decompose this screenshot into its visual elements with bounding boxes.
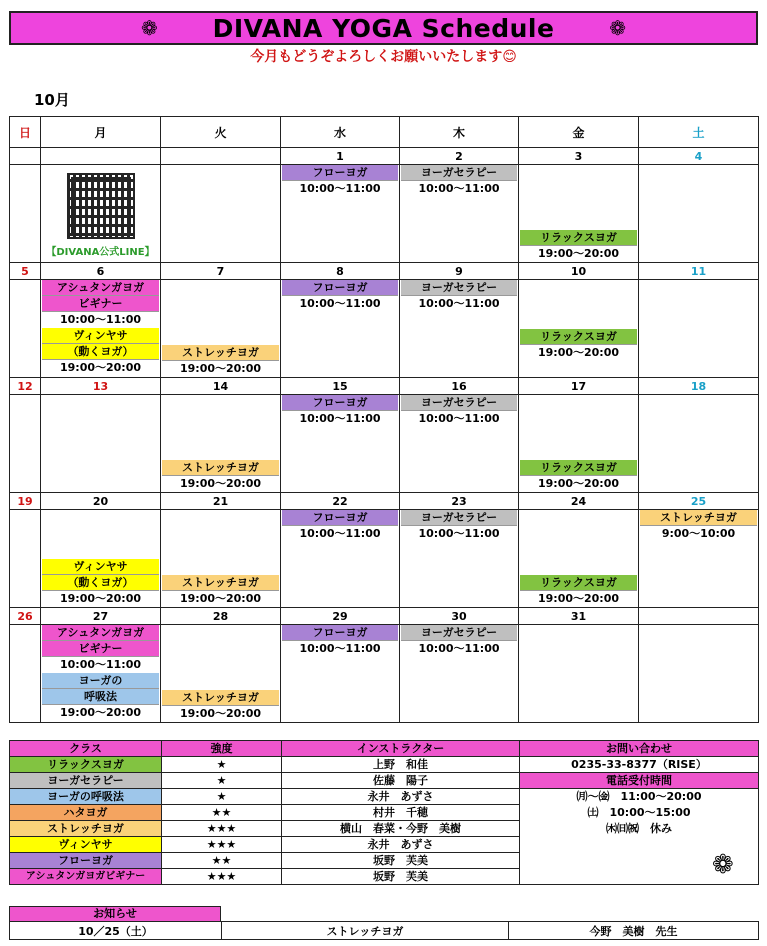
class-therapy: ヨーガセラピー: [401, 280, 517, 296]
class-stretch: ストレッチヨガ: [162, 575, 279, 591]
legend-header-level: 強度: [162, 741, 282, 757]
class-time: 19:00～20:00: [59, 361, 142, 374]
day-cell: [10, 395, 41, 493]
class-time: 19:00～20:00: [537, 592, 620, 605]
class-time: 10:00～11:00: [59, 313, 142, 326]
day-number: 5: [10, 263, 41, 280]
day-cell: [519, 395, 639, 493]
class-time: 10:00～11:00: [299, 297, 381, 310]
month-label: 10月: [34, 91, 70, 109]
day-number: 26: [10, 608, 41, 625]
legend-table: [9, 740, 759, 885]
day-number: 15: [281, 378, 400, 395]
news-section: [9, 906, 758, 940]
sat-hours: ㈯ 10:00～15:00: [520, 805, 759, 821]
day-cell: [10, 280, 41, 378]
day-cell: [41, 625, 161, 723]
class-vinyasa: ヴィンヤサ: [42, 559, 159, 575]
class-therapy: ヨーガセラピー: [401, 395, 517, 411]
day-cell: [281, 280, 400, 378]
class-relax: リラックスヨガ: [520, 230, 637, 246]
class-ashtanga: アシュタンガヨガ: [42, 280, 159, 296]
day-number: 23: [400, 493, 519, 510]
day-number: 30: [400, 608, 519, 625]
class-therapy: ヨーガセラピー: [401, 625, 517, 641]
day-cell: [519, 165, 639, 263]
class-flow: フローヨガ: [282, 280, 398, 296]
day-number: 31: [519, 608, 639, 625]
class-stretch: ストレッチヨガ: [640, 510, 757, 526]
day-number: 27: [41, 608, 161, 625]
legend-level: ★★★: [162, 837, 282, 853]
class-beginner: ビギナー: [42, 641, 159, 657]
day-cell: [41, 510, 161, 608]
day-cell: [519, 280, 639, 378]
class-beginner: ビギナー: [42, 296, 159, 312]
day-number: 21: [161, 493, 281, 510]
legend-class: アシュタンガヨガビギナー: [10, 869, 162, 885]
day-number: [639, 608, 759, 625]
day-number: [10, 148, 41, 165]
legend-level: ★: [162, 789, 282, 805]
legend-instructor: 永井 あずさ: [282, 837, 520, 853]
day-cell: [10, 165, 41, 263]
weekday-thu: 木: [400, 117, 519, 148]
legend-instructor: 佐藤 陽子: [282, 773, 520, 789]
legend-instructor: 横山 春菜・今野 美樹: [282, 821, 520, 837]
class-relax: リラックスヨガ: [520, 460, 637, 476]
news-class: ストレッチヨガ: [222, 922, 509, 940]
day-number: 8: [281, 263, 400, 280]
legend-class: ヨーガの呼吸法: [10, 789, 162, 805]
day-cell: [400, 165, 519, 263]
day-cell: [161, 165, 281, 263]
legend-class: ヴィンヤサ: [10, 837, 162, 853]
day-cell: [639, 165, 759, 263]
day-cell: [161, 625, 281, 723]
legend-level: ★: [162, 773, 282, 789]
day-number: 9: [400, 263, 519, 280]
class-relax: リラックスヨガ: [520, 575, 637, 591]
day-number: 3: [519, 148, 639, 165]
weekday-wed: 水: [281, 117, 400, 148]
class-stretch: ストレッチヨガ: [162, 460, 279, 476]
class-time: 10:00～11:00: [418, 297, 500, 310]
flower-icon: ❁: [712, 850, 734, 880]
class-time: 10:00～11:00: [299, 642, 381, 655]
legend-level: ★★: [162, 853, 282, 869]
legend-instructor: 村井 千穂: [282, 805, 520, 821]
day-cell: [400, 625, 519, 723]
class-time: 10:00～11:00: [299, 412, 381, 425]
page-title: DIVANA YOGA Schedule: [212, 13, 555, 43]
day-cell: [519, 510, 639, 608]
class-time: 10:00～11:00: [418, 527, 500, 540]
class-vinyasa-sub: （動くヨガ）: [42, 344, 159, 360]
weekday-hours: ㈪～㈮ 11:00～20:00: [520, 789, 759, 805]
class-time: 10:00～11:00: [299, 527, 381, 540]
day-number: 29: [281, 608, 400, 625]
class-time: 19:00～20:00: [179, 707, 262, 720]
day-cell: [10, 510, 41, 608]
weekday-sat: 土: [639, 117, 759, 148]
class-flow: フローヨガ: [282, 165, 398, 181]
class-time: 10:00～11:00: [418, 642, 500, 655]
legend-class: フローヨガ: [10, 853, 162, 869]
title-bar: [9, 11, 758, 45]
weekday-sun: 日: [10, 117, 41, 148]
day-cell: [281, 510, 400, 608]
news-title: お知らせ: [9, 906, 221, 921]
day-cell: [639, 625, 759, 723]
day-number: 6: [41, 263, 161, 280]
news-teacher: 今野 美樹 先生: [509, 922, 759, 940]
day-cell: [639, 280, 759, 378]
class-stretch: ストレッチヨガ: [162, 690, 279, 706]
class-time: 10:00～11:00: [418, 412, 500, 425]
class-time: 19:00～20:00: [537, 247, 620, 260]
day-number: 11: [639, 263, 759, 280]
legend-class: ストレッチヨガ: [10, 821, 162, 837]
legend-level: ★★★: [162, 821, 282, 837]
legend-level: ★: [162, 757, 282, 773]
class-therapy: ヨーガセラピー: [401, 165, 517, 181]
qr-code-icon[interactable]: [67, 173, 135, 239]
day-cell: [10, 625, 41, 723]
weekday-fri: 金: [519, 117, 639, 148]
day-cell: [519, 625, 639, 723]
day-cell: [161, 395, 281, 493]
closed-days: ㈭㈰㈷ 休み: [520, 821, 759, 837]
legend-instructor: 坂野 芙美: [282, 853, 520, 869]
qr-cell: [41, 165, 161, 263]
class-flow: フローヨガ: [282, 510, 398, 526]
day-number: 13: [41, 378, 161, 395]
class-time: 19:00～20:00: [59, 706, 142, 719]
day-cell: [41, 395, 161, 493]
day-number: 7: [161, 263, 281, 280]
day-cell: [639, 395, 759, 493]
day-cell: [400, 280, 519, 378]
legend-level: ★★: [162, 805, 282, 821]
class-breath: ヨーガの: [42, 673, 159, 689]
legend-level: ★★★: [162, 869, 282, 885]
day-cell: [281, 625, 400, 723]
legend-header-class: クラス: [10, 741, 162, 757]
class-stretch: ストレッチヨガ: [162, 345, 279, 361]
day-number: 24: [519, 493, 639, 510]
line-caption[interactable]: 【DIVANA公式LINE】: [46, 247, 155, 258]
hours-title: 電話受付時間: [520, 773, 759, 789]
news-date: 10／25（土）: [10, 922, 222, 940]
day-number: [161, 148, 281, 165]
subtitle: 今月もどうぞよろしくお願いいたします😊: [250, 49, 517, 65]
calendar: [9, 116, 759, 723]
day-cell: [281, 165, 400, 263]
legend-instructor: 永井 あずさ: [282, 789, 520, 805]
day-number: 1: [281, 148, 400, 165]
day-cell: [161, 510, 281, 608]
legend-instructor: 坂野 芙美: [282, 869, 520, 885]
day-number: 16: [400, 378, 519, 395]
class-vinyasa-sub: （動くヨガ）: [42, 575, 159, 591]
day-cell: [400, 510, 519, 608]
class-time: 19:00～20:00: [179, 477, 262, 490]
flower-icon: ❁: [609, 16, 626, 40]
legend-class: ハタヨガ: [10, 805, 162, 821]
day-cell: [41, 280, 161, 378]
day-number: 25: [639, 493, 759, 510]
day-number: 4: [639, 148, 759, 165]
class-flow: フローヨガ: [282, 625, 398, 641]
class-time: 19:00～20:00: [537, 477, 620, 490]
legend-instructor: 上野 和佳: [282, 757, 520, 773]
class-time: 10:00～11:00: [59, 658, 142, 671]
weekday-mon: 月: [41, 117, 161, 148]
day-number: 18: [639, 378, 759, 395]
class-time: 10:00～11:00: [418, 182, 500, 195]
day-number: 17: [519, 378, 639, 395]
day-number: 2: [400, 148, 519, 165]
legend-class: リラックスヨガ: [10, 757, 162, 773]
class-ashtanga: アシュタンガヨガ: [42, 625, 159, 641]
day-cell: [281, 395, 400, 493]
day-number: [41, 148, 161, 165]
day-number: 10: [519, 263, 639, 280]
day-number: 12: [10, 378, 41, 395]
legend-header-contact: お問い合わせ: [520, 741, 759, 757]
class-time: 19:00～20:00: [537, 346, 620, 359]
class-flow: フローヨガ: [282, 395, 398, 411]
day-number: 14: [161, 378, 281, 395]
class-breath-sub: 呼吸法: [42, 689, 159, 705]
weekday-tue: 火: [161, 117, 281, 148]
class-time: 10:00～11:00: [299, 182, 381, 195]
legend-header-instructor: インストラクター: [282, 741, 520, 757]
flower-icon: ❁: [141, 16, 158, 40]
contact-phone[interactable]: 0235-33-8377（RISE）: [520, 757, 759, 773]
class-vinyasa: ヴィンヤサ: [42, 328, 159, 344]
class-time: 9:00～10:00: [661, 527, 736, 540]
day-cell: [400, 395, 519, 493]
day-number: 20: [41, 493, 161, 510]
day-cell: [161, 280, 281, 378]
class-time: 19:00～20:00: [59, 592, 142, 605]
legend-class: ヨーガセラピー: [10, 773, 162, 789]
class-relax: リラックスヨガ: [520, 329, 637, 345]
day-number: 19: [10, 493, 41, 510]
day-number: 28: [161, 608, 281, 625]
day-number: 22: [281, 493, 400, 510]
class-time: 19:00～20:00: [179, 592, 262, 605]
class-therapy: ヨーガセラピー: [401, 510, 517, 526]
day-cell: [639, 510, 759, 608]
class-time: 19:00～20:00: [179, 362, 262, 375]
